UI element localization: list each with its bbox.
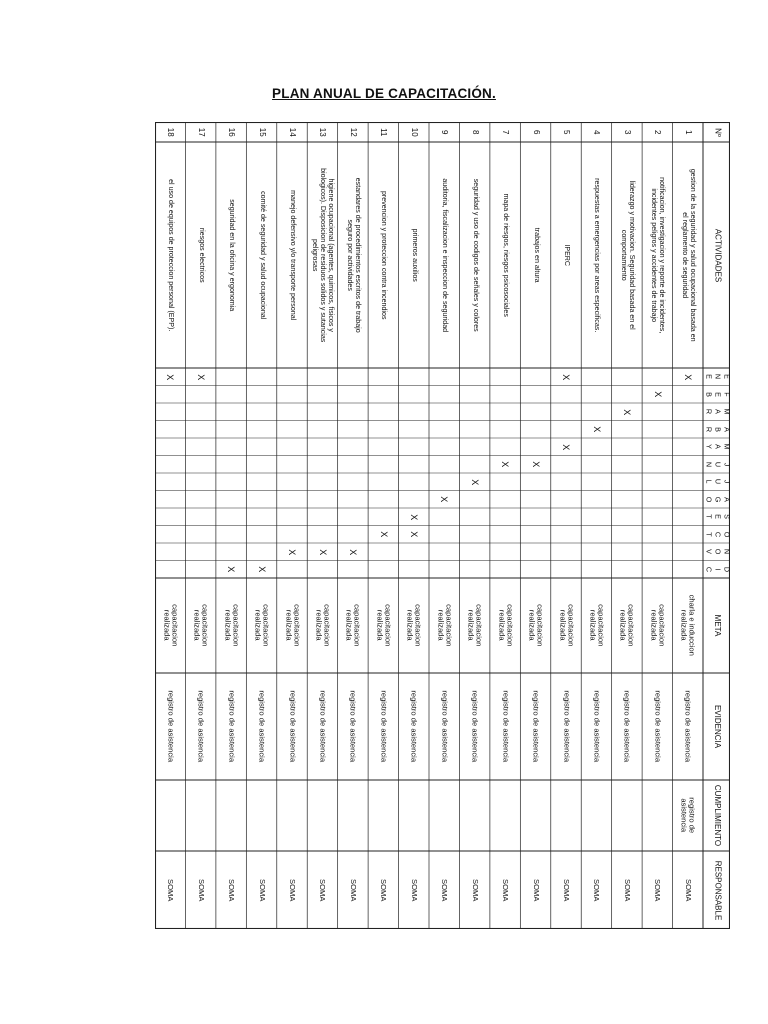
row-16-activity: seguridad en la oficina y ergonomia (228, 198, 237, 311)
row-4-meta: capacitacion realizada (588, 604, 606, 647)
row-10-mark-month-10: X (408, 531, 419, 538)
row-18-meta: capacitacion realizada (162, 604, 180, 647)
row-9-evidence: registro de asistencia (440, 690, 450, 763)
row-17-evidence: registro de asistencia (196, 690, 206, 763)
row-8-evidence: registro de asistencia (470, 690, 480, 763)
header-month-6: J U N (704, 461, 731, 467)
row-13-evidence: registro de asistencia (318, 690, 328, 763)
header-evidence: EVIDENCIA (712, 704, 722, 749)
row-3-mark-month-3: X (621, 408, 632, 415)
row-5-responsible: SOMA (562, 878, 572, 902)
row-1-evidence: registro de asistencia (684, 690, 694, 763)
header-num: Nº (712, 127, 722, 137)
header-month-1: E N E (704, 374, 731, 380)
header-month-3: M A R (704, 408, 731, 415)
row-12-number: 12 (349, 127, 359, 137)
row-15-responsible: SOMA (257, 878, 267, 902)
row-9-mark-month-8: X (439, 496, 450, 503)
row-2-activity: notificacion, investigacion y reporte de incidentes, incidentes peligros y accidentes de trabajo (650, 176, 667, 334)
row-16-number: 16 (227, 127, 237, 137)
row-1-number: 1 (684, 129, 694, 135)
row-12-activity: estandares de procedimientos escritos de trabajo seguro por actividades (345, 177, 362, 333)
header-meta: META (712, 614, 722, 637)
row-4-activity: respuestas a emergencias por areas especificas. (593, 177, 602, 333)
row-15-meta: capacitacion realizada (253, 604, 272, 647)
row-4-mark-month-4: X (591, 426, 602, 433)
row-16-mark-month-12: X (226, 566, 237, 573)
row-4-number: 4 (592, 129, 602, 135)
row-9-number: 9 (440, 129, 450, 135)
row-14-activity: manejo defensivo y/o transporte personal (288, 189, 297, 321)
header-month-11: N O V (704, 548, 731, 555)
row-10-mark-month-9: X (408, 513, 419, 520)
row-12-evidence: registro de asistencia (349, 690, 359, 763)
row-2-evidence: registro de asistencia (653, 690, 663, 763)
row-11-responsible: SOMA (379, 878, 389, 902)
row-6-number: 6 (532, 129, 542, 135)
row-9-meta: capacitacion realizada (436, 604, 454, 647)
row-18-responsible: SOMA (166, 878, 176, 902)
header-month-12: D I C (704, 566, 731, 572)
row-6-responsible: SOMA (531, 878, 541, 902)
row-6-activity: trabajos en altura (532, 227, 541, 283)
row-13-number: 13 (318, 127, 328, 137)
row-12-responsible: SOMA (349, 878, 359, 902)
row-5-meta: capacitacion realizada (558, 604, 576, 647)
row-18-mark-month-1: X (165, 373, 176, 380)
row-1-responsible: SOMA (684, 878, 694, 902)
header-compliance: CUMPLIMIENTO (712, 784, 722, 847)
header-month-5: M A Y (704, 443, 731, 450)
row-15-mark-month-12: X (256, 566, 267, 573)
row-7-evidence: registro de asistencia (501, 690, 511, 763)
row-5-mark-month-1: X (561, 373, 572, 380)
row-17-mark-month-1: X (195, 373, 206, 380)
row-11-meta: capacitacion realizada (375, 604, 393, 647)
row-11-activity: prevencion y proteccion contra incendios (380, 190, 389, 320)
header-month-2: F E B (704, 391, 731, 397)
page-title: PLAN ANUAL DE CAPACITACIÓN. (272, 86, 496, 101)
row-6-meta: capacitacion realizada (527, 604, 546, 647)
row-7-number: 7 (501, 129, 511, 135)
row-3-activity: liderazgo y motivacion. Seguridad basada en el comportamiento (619, 180, 636, 330)
row-3-meta: capacitacion realizada (618, 604, 637, 647)
row-6-evidence: registro de asistencia (531, 690, 541, 763)
row-5-activity: IPERC (562, 244, 571, 266)
row-8-meta: capacitacion realizada (466, 604, 485, 647)
row-3-number: 3 (623, 129, 633, 135)
row-11-mark-month-10: X (378, 531, 389, 538)
row-6-mark-month-6: X (530, 461, 541, 468)
row-18-number: 18 (166, 127, 176, 137)
row-14-evidence: registro de asistencia (288, 690, 298, 763)
row-12-mark-month-11: X (347, 548, 358, 555)
row-18-activity: el uso de equipos de proteccion personal (EPP). (167, 178, 176, 332)
row-1-mark-month-1: X (682, 373, 693, 380)
row-10-number: 10 (410, 127, 420, 137)
row-8-activity: seguridad y uso de codigos de señales y colores (471, 178, 480, 332)
row-15-activity: comité de seguridad y salud ocupacional (258, 190, 267, 320)
row-2-number: 2 (653, 129, 663, 135)
row-8-number: 8 (471, 129, 481, 135)
row-14-meta: capacitacion realizada (284, 604, 302, 647)
row-4-responsible: SOMA (592, 878, 602, 902)
header-month-9: S E T (704, 514, 731, 520)
header-month-7: J U L (704, 479, 731, 485)
row-13-responsible: SOMA (318, 878, 328, 902)
row-8-responsible: SOMA (470, 878, 480, 902)
row-10-evidence: registro de asistencia (410, 690, 420, 763)
row-2-meta: capacitacion realizada (649, 604, 667, 647)
row-16-meta: capacitacion realizada (223, 604, 241, 647)
row-18-evidence: registro de asistencia (166, 690, 176, 763)
row-16-responsible: SOMA (227, 878, 237, 902)
row-10-meta: capacitacion realizada (405, 604, 424, 647)
row-11-number: 11 (379, 127, 389, 137)
row-5-evidence: registro de asistencia (562, 690, 572, 763)
row-7-mark-month-6: X (500, 461, 511, 468)
row-14-responsible: SOMA (288, 878, 298, 902)
row-15-number: 15 (258, 127, 268, 137)
row-17-responsible: SOMA (196, 878, 206, 902)
row-12-meta: capacitacion realizada (344, 604, 363, 647)
row-13-activity: higiene ocupacional (agentes, quimicos, fisicos y biologicos). Disposicion de residuos solidos y sutancias peligrosas (311, 167, 336, 343)
row-9-activity: auditoria, fiscalizacion e inspeccion de seguridad (441, 178, 450, 332)
header-month-8: A G O (704, 496, 731, 503)
header-activities: ACTIVIDADES (712, 228, 722, 282)
row-5-number: 5 (562, 129, 572, 135)
row-5-mark-month-5: X (561, 443, 572, 450)
row-9-responsible: SOMA (440, 878, 450, 902)
row-13-mark-month-11: X (317, 548, 328, 555)
row-13-meta: capacitacion realizada (314, 604, 332, 647)
row-1-compliance: registro de asistencia (679, 797, 698, 834)
row-10-activity: primeros auxilios (410, 228, 419, 282)
row-10-responsible: SOMA (410, 878, 420, 902)
row-17-number: 17 (197, 127, 207, 137)
row-17-meta: capacitacion realizada (192, 604, 211, 647)
row-8-mark-month-7: X (469, 478, 480, 485)
row-2-responsible: SOMA (653, 878, 663, 902)
row-1-meta: charla e induccion realizada (679, 594, 698, 657)
row-17-activity: riesgos electricos (197, 227, 206, 283)
header-month-10: O C T (704, 531, 731, 538)
row-1-activity: gestion de la seguridad y salud ocupacional basada en el reglamento de seguridad (680, 168, 697, 342)
row-16-evidence: registro de asistencia (227, 690, 237, 763)
row-11-evidence: registro de asistencia (379, 690, 389, 763)
header-month-4: A B R (704, 426, 731, 432)
row-2-mark-month-2: X (652, 391, 663, 398)
row-3-responsible: SOMA (623, 878, 633, 902)
row-14-mark-month-11: X (287, 548, 298, 555)
row-4-evidence: registro de asistencia (592, 690, 602, 763)
training-plan-table (155, 122, 730, 929)
row-3-evidence: registro de asistencia (623, 690, 633, 763)
row-15-evidence: registro de asistencia (257, 690, 267, 763)
row-7-responsible: SOMA (501, 878, 511, 902)
row-7-meta: capacitacion realizada (497, 604, 515, 647)
header-responsible: RESPONSABLE (712, 860, 722, 920)
row-14-number: 14 (288, 127, 298, 137)
row-7-activity: mapa de riesgos, riesgos psicosociales (502, 193, 511, 317)
